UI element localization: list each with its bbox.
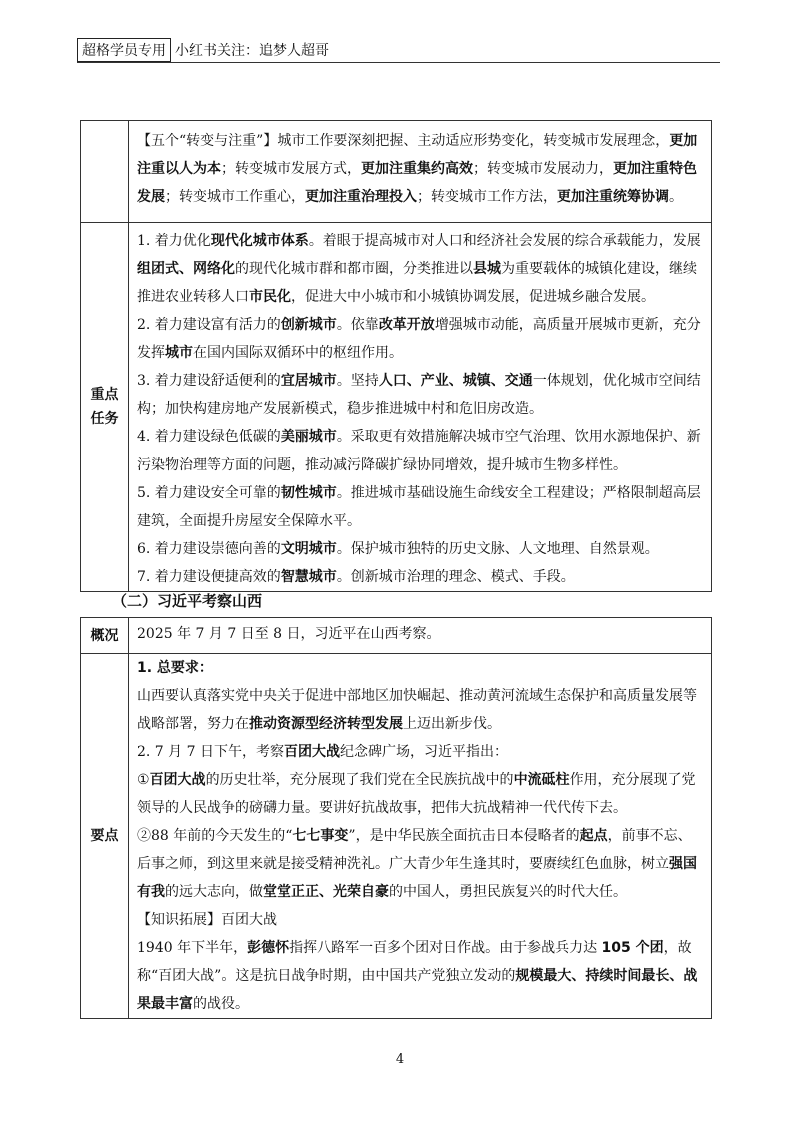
text-run: 。创新城市治理的理念、模式、手段。 <box>336 569 575 585</box>
bold-run: 强国有我 <box>137 856 697 900</box>
text-run: 。依靠 <box>336 317 379 333</box>
text-run: 【五个“转变与注重”】城市工作要深刻把握、主动适应形势变化，转变城市发展理念， <box>137 133 670 149</box>
text-run: 的中国人，勇担民族复兴的时代大任。 <box>389 884 627 900</box>
text-run: 。采取更有效措施解决城市空气治理、饮用水源地保护、新污染物治理等方面的问题，推动减污降碳扩绿协同增效，提升城市生物多样性。 <box>137 429 701 473</box>
text-run: ；转变城市工作重心， <box>165 189 305 205</box>
text-run: ”，是中华民族全面抗击日本侵略者的 <box>348 828 580 844</box>
member-badge: 超格学员专用 <box>77 38 171 62</box>
text-run: 。 <box>669 189 683 205</box>
text-run: 7. 着力建设便捷高效的 <box>137 569 281 585</box>
text-run: 的远大志向，做 <box>165 884 263 900</box>
text-run: 3. 着力建设舒适便利的 <box>137 373 281 389</box>
text-run: 的战役。 <box>193 996 249 1012</box>
key-points-cell <box>129 654 712 1019</box>
general-requirement-heading <box>137 654 703 682</box>
task-item-7 <box>137 563 703 591</box>
task-item-3 <box>137 367 703 423</box>
text-run: 。坚持 <box>336 373 379 389</box>
text-run: 山西要认真落实党中央关于促进中部地区加快崛起、推动黄河流域生态保护和高质量发展等战略部署，努力在 <box>137 688 697 732</box>
bold-run: 百团大战 <box>149 772 206 788</box>
text-run: 6. 着力建设崇德向善的 <box>137 541 281 557</box>
bold-run: 中流砥柱 <box>513 772 570 788</box>
text-run: 上迈出新步伐。 <box>403 716 501 732</box>
text-run: 5. 着力建设安全可靠的 <box>137 485 281 501</box>
general-requirement-text <box>137 682 703 738</box>
table-row <box>81 654 712 1019</box>
bold-run: 七七事变 <box>292 828 349 844</box>
key-tasks-cell <box>129 223 712 592</box>
text-run: 在国内国际双循环中的枢纽作用。 <box>193 345 403 361</box>
text-run: ；转变城市工作方法， <box>417 189 557 205</box>
bold-run: 更加注重统筹协调 <box>557 189 669 205</box>
bold-run: 105 个团 <box>601 940 664 956</box>
bold-run: 市民化 <box>249 289 291 305</box>
text-run: 1940 年下半年， <box>137 940 248 956</box>
bold-run: 更加注重治理投入 <box>305 189 417 205</box>
text-run: 为重要载体的城镇化建设，继续推进农业转移人口 <box>137 261 697 305</box>
task-item-2 <box>137 311 703 367</box>
point-2-1 <box>137 766 703 822</box>
table-row <box>81 121 712 223</box>
bold-run: 百团大战 <box>283 744 340 760</box>
shanxi-inspection-table <box>80 617 712 1019</box>
bold-run: 改革开放 <box>378 317 435 333</box>
bold-run: 创新城市 <box>280 317 337 333</box>
overview-label: 概况 <box>81 618 129 654</box>
text-run: ②88 年前的今天发生的“ <box>137 828 293 844</box>
text-run: ，故称“百团大战”。这是抗日战争时期，由中国共产党独立发动的 <box>137 940 692 984</box>
text-run: 。保护城市独特的历史文脉、人文地理、自然景观。 <box>336 541 659 557</box>
point-2 <box>137 738 703 766</box>
overview-text: 2025 年 7 月 7 日至 8 日，习近平在山西考察。 <box>129 618 712 654</box>
bold-run: 彭德怀 <box>247 940 290 956</box>
bold-run: 更加注重集约高效 <box>361 161 473 177</box>
knowledge-extension-heading: 【知识拓展】百团大战 <box>137 912 277 928</box>
bold-run: 更加注重以人为本 <box>137 133 698 177</box>
bold-run: 更加注重特色发展 <box>137 161 697 205</box>
text-run: 纪念碑广场，习近平指出： <box>339 744 508 760</box>
text-run: ，促进大中小城市和小城镇协调发展，促进城乡融合发展。 <box>291 289 655 305</box>
page-number: 4 <box>395 1052 405 1067</box>
bold-run: 1. 总要求： <box>137 660 213 676</box>
key-tasks-label: 重点任务 <box>81 223 129 592</box>
bold-run: 人口、产业、城镇、交通 <box>378 373 533 389</box>
point-2-2 <box>137 822 703 906</box>
text-run: 增强城市动能，高质量开展城市更新，充分发挥 <box>137 317 701 361</box>
empty-label-cell <box>81 121 129 223</box>
bold-run: 县城 <box>473 261 501 277</box>
task-item-4 <box>137 423 703 479</box>
bold-run: 智慧城市 <box>280 569 337 585</box>
text-run: 一体规划，优化城市空间结构；加快构建房地产发展新模式，稳步推进城中村和危旧房改造。 <box>137 373 701 417</box>
text-run: 。推进城市基础设施生命线安全工程建设；严格限制超高层建筑，全面提升房屋安全保障水平。 <box>137 485 701 529</box>
task-item-1 <box>137 227 703 311</box>
knowledge-extension-text <box>137 934 703 1018</box>
text-run: 指挥八路军一百多个团对日作战。由于参战兵力达 <box>289 940 602 956</box>
task-item-6 <box>137 535 703 563</box>
task-item-5 <box>137 479 703 535</box>
bold-run: 美丽城市 <box>280 429 337 445</box>
bold-run: 起点 <box>579 828 608 844</box>
section-title: （二）习近平考察山西 <box>112 592 263 610</box>
text-run: 作用，充分展现了党领导的人民战争的磅礴力量。要讲好抗战故事，把伟大抗战精神一代代传下去。 <box>137 772 696 816</box>
text-run: 2. 7 月 7 日下午，考察 <box>137 744 284 760</box>
follow-text: 小红书关注：追梦人超哥 <box>175 43 329 59</box>
text-run: 1. 着力优化 <box>137 233 211 249</box>
bold-run: 宜居城市 <box>280 373 337 389</box>
city-work-table <box>80 120 712 592</box>
table-row <box>81 618 712 654</box>
page-header <box>77 38 329 62</box>
bold-run: 韧性城市 <box>280 485 337 501</box>
text-run: ，前事不忘、后事之师，到这里来就是接受精神洗礼。广大青少年生逢其时，要赓续红色血脉，树立 <box>137 828 692 872</box>
text-run: 2. 着力建设富有活力的 <box>137 317 281 333</box>
key-points-label: 要点 <box>81 654 129 1019</box>
bold-run: 组团式、网络化 <box>137 261 235 277</box>
text-run: ；转变城市发展方式， <box>221 161 361 177</box>
bold-run: 规模最大、持续时间最长、战果最丰富 <box>137 968 698 1012</box>
text-run: 的历史壮举，充分展现了我们党在全民族抗战中的 <box>205 772 514 788</box>
five-transformations-text <box>137 127 703 211</box>
text-run: 4. 着力建设绿色低碳的 <box>137 429 281 445</box>
table-row <box>81 223 712 592</box>
bold-run: 城市 <box>165 345 193 361</box>
text-run: ；转变城市发展动力， <box>473 161 613 177</box>
text-run: ① <box>137 772 150 788</box>
header-rule <box>77 62 720 63</box>
text-run: 的现代化城市群和都市圈，分类推进以 <box>235 261 473 277</box>
bold-run: 现代化城市体系 <box>210 233 309 249</box>
bold-run: 文明城市 <box>280 541 337 557</box>
bold-run: 堂堂正正、光荣自豪 <box>263 884 389 900</box>
bold-run: 推动资源型经济转型发展 <box>249 716 403 732</box>
text-run: 。着眼于提高城市对人口和经济社会发展的综合承载能力，发展 <box>308 233 701 249</box>
five-transformations-cell <box>129 121 712 223</box>
